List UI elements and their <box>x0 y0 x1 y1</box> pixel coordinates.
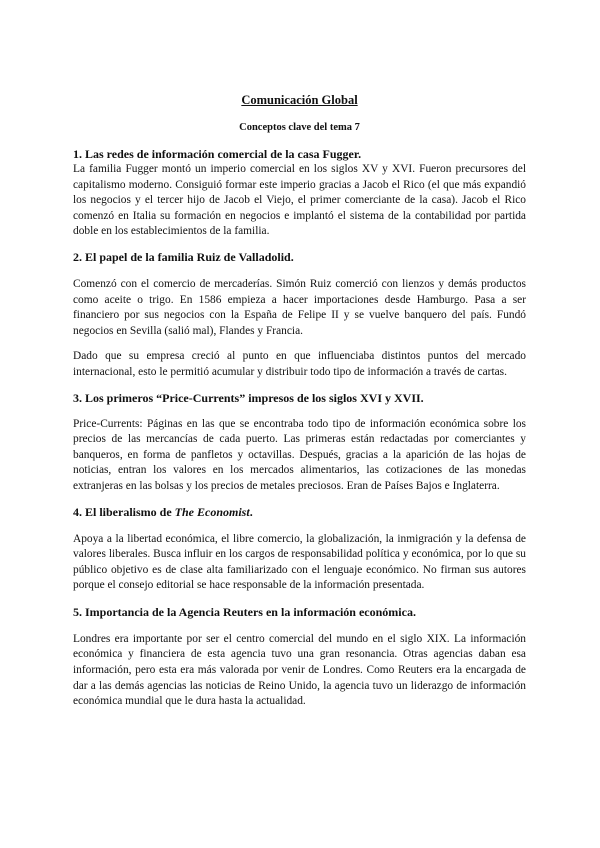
section-paragraph: Apoya a la libertad económica, el libre comercio, la globalización, la inmigración y la defensa de valores liberales. Busca influir en los cargos de responsabilidad política y económica, por lo que su público objetivo es de clase alta familiarizado con el lenguaje económico. No firman sus autores porque el consejo editorial se hace responsable de la información presentada. <box>73 532 526 592</box>
section-4 <box>73 504 526 594</box>
section-paragraph: Dado que su empresa creció al punto en que influenciaba distintos puntos del mercado internacional, esto le permitió acumular y distribuir todo tipo de información a través de cartas. <box>73 350 526 378</box>
heading-suffix: . <box>249 504 253 519</box>
document-title: Comunicación Global <box>241 93 358 107</box>
section-paragraph: La familia Fugger montó un imperio comercial en los siglos XV y XVI. Fueron precursores del capitalismo moderno. Consiguió formar este imperio gracias a Jacob el Rico (el que más expandió los negocios y el tercer hijo de Jacob el Viejo, el primer comerciante de la casa). Jacob el Rico comenzó en Italia su formación en negocios e implantó el sistema de la contabilidad por partida doble en los establecimientos de la familia. <box>73 163 526 238</box>
heading-prefix: 4. El liberalismo de <box>73 504 175 519</box>
section-heading: 2. El papel de la familia Ruiz de Valladolid. <box>73 249 294 264</box>
section-5 <box>73 604 526 710</box>
section-paragraph: Londres era importante por ser el centro comercial del mundo en el siglo XIX. La información económica y financiera de esta agencia tuvo una gran resonancia. Otras agencias daban esa información, pero esta era más valorada por venir de Londres. Como Reuters era la encargada de dar a las demás agencias las noticias de Reino Unido, la agencia tuvo un liderazgo de información económica mundial que le dura hasta la actualidad. <box>73 632 526 708</box>
section-heading <box>73 504 526 520</box>
section-1 <box>73 146 526 240</box>
section-3 <box>73 390 526 495</box>
section-heading: 5. Importancia de la Agencia Reuters en la información económica. <box>73 604 416 619</box>
section-heading: 3. Los primeros “Price-Currents” impresos de los siglos XVI y XVII. <box>73 390 424 405</box>
section-paragraph: Price-Currents: Páginas en las que se encontraba todo tipo de información económica sobre los precios de las mercancías de cada puerto. Las primeras están redactadas por comerciantes y banqueros, en forma de panfletos y octavillas. Después, gracias a la aparición de las hojas de noticias, entran los valores en los mercados alimentarios, las cotizaciones de las monedas extranjeras en las bolsas y los precios de metales preciosos. Eran de Países Bajos e Inglaterra. <box>73 417 526 492</box>
heading-publication-title: The Economist <box>174 504 250 519</box>
document-subtitle: Conceptos clave del tema 7 <box>239 122 360 133</box>
section-2 <box>73 249 526 381</box>
section-heading: 1. Las redes de información comercial de la casa Fugger. <box>73 147 362 161</box>
section-paragraph: Comenzó con el comercio de mercaderías. Simón Ruiz comerció con lienzos y demás productos como aceite o trigo. En 1586 empieza a hacer importaciones desde Hamburgo. Pasa a ser financiero por sus negocios con la España de Felipe II y se vuelve banquero del país. Fundó negocios en Sevilla (salió mal), Flandes y Francia. <box>73 277 526 337</box>
document-page <box>73 92 526 710</box>
